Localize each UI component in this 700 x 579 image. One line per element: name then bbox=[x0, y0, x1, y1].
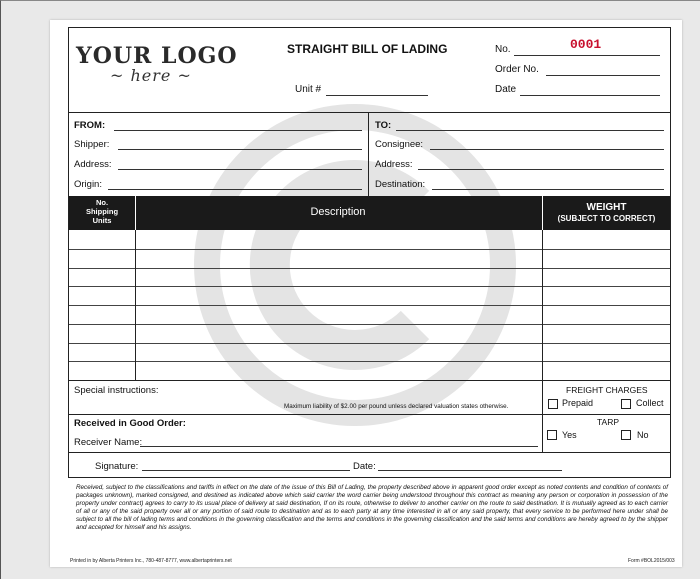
divider bbox=[135, 196, 136, 230]
consignee-label: Consignee: bbox=[375, 139, 424, 150]
table-row[interactable] bbox=[69, 249, 670, 250]
shipper-label: Shipper: bbox=[74, 139, 110, 150]
date-field[interactable] bbox=[520, 95, 660, 96]
to-address-label: Address: bbox=[375, 159, 413, 170]
freight-charges-heading: FREIGHT CHARGES bbox=[566, 385, 648, 395]
prepaid-label: Prepaid bbox=[562, 398, 594, 408]
date-label: Date bbox=[495, 84, 517, 95]
signature-date-label: Date: bbox=[353, 461, 376, 472]
table-row[interactable] bbox=[69, 324, 670, 325]
tarp-no-checkbox[interactable] bbox=[621, 430, 631, 440]
printer-credit: Printed in by Alberta Printers Inc., 780-487-8777, www.albertaprinters.net bbox=[70, 558, 232, 564]
divider bbox=[69, 380, 670, 381]
no-label: No. bbox=[495, 44, 511, 55]
logo-text: YOUR LOGO bbox=[76, 43, 238, 69]
divider bbox=[135, 230, 136, 380]
from-field[interactable] bbox=[114, 130, 362, 131]
table-row[interactable] bbox=[69, 286, 670, 287]
table-row[interactable] bbox=[69, 268, 670, 269]
divider bbox=[542, 196, 543, 230]
to-field[interactable] bbox=[396, 130, 664, 131]
from-heading: FROM: bbox=[74, 120, 106, 131]
no-field[interactable] bbox=[514, 55, 660, 56]
col-weight-note: (SUBJECT TO CORRECT) bbox=[557, 214, 656, 223]
divider bbox=[69, 452, 670, 453]
terms-text: Received, subject to the classifications and tariffs in effect on the date of the issue of this Bill of Lading, the property described above in apparent good order except as noted contents and condition of contents of packages unknown), marked consigned, and destined as indicated above which said carrier the word carrier being understood throughout this contract as meaning any person or corporation in possession of the property under contract) agrees to carry to its usual place of delivery at said destination, If on its route, otherwise to deliver to another carrier on the route to said destination. It is mutually agreed as to each carrier of all or any of the said property over all or any portion of said route to destination and as to each party at any time interested in all or any said property, that every service to be performed here under shall be subject to all the bill of lading terms and conditions in the governing classification and the terms and conditions in the governing classification and the said terms and conditions are hereby agreed to by the shipper and accepted for himself and his assigns. bbox=[76, 484, 668, 532]
col-units-line2: Shipping bbox=[85, 207, 119, 216]
tarp-yes-label: Yes bbox=[562, 430, 577, 440]
form-code: Form #BOL2015/003 bbox=[628, 558, 675, 564]
to-address-field[interactable] bbox=[418, 169, 664, 170]
col-description: Description bbox=[310, 206, 366, 218]
prepaid-checkbox[interactable] bbox=[548, 399, 558, 409]
liability-note: Maximum liability of $2.00 per pound unless declared valuation states otherwise. bbox=[284, 403, 509, 410]
col-weight: WEIGHT bbox=[586, 202, 627, 213]
special-instructions-label: Special instructions: bbox=[74, 385, 159, 396]
divider bbox=[69, 414, 670, 415]
shipper-field[interactable] bbox=[118, 149, 362, 150]
unit-field[interactable] bbox=[326, 95, 428, 96]
origin-label: Origin: bbox=[74, 179, 102, 190]
receiver-name-field[interactable] bbox=[140, 446, 538, 447]
received-heading: Received in Good Order: bbox=[74, 418, 186, 429]
tarp-no-label: No bbox=[637, 430, 649, 440]
order-no-field[interactable] bbox=[546, 75, 660, 76]
unit-label: Unit # bbox=[295, 84, 322, 95]
tarp-yes-checkbox[interactable] bbox=[547, 430, 557, 440]
receiver-name-label: Receiver Name: bbox=[74, 437, 143, 448]
page-title: STRAIGHT BILL OF LADING bbox=[287, 42, 448, 56]
signature-field[interactable] bbox=[142, 470, 350, 471]
logo-subtext: ~ here ~ bbox=[110, 66, 192, 85]
from-address-field[interactable] bbox=[118, 169, 362, 170]
destination-field[interactable] bbox=[432, 189, 664, 190]
divider bbox=[542, 230, 543, 380]
table-row[interactable] bbox=[69, 361, 670, 362]
signature-label: Signature: bbox=[95, 461, 139, 472]
order-no-label: Order No. bbox=[495, 64, 539, 75]
signature-date-field[interactable] bbox=[378, 470, 562, 471]
divider bbox=[542, 380, 543, 452]
origin-field[interactable] bbox=[108, 189, 362, 190]
form-number: 0001 bbox=[570, 37, 602, 52]
consignee-field[interactable] bbox=[430, 149, 664, 150]
table-row[interactable] bbox=[69, 305, 670, 306]
from-address-label: Address: bbox=[74, 159, 112, 170]
divider bbox=[69, 112, 670, 113]
table-header bbox=[69, 196, 670, 230]
col-units-line3: Units bbox=[92, 216, 112, 225]
collect-checkbox[interactable] bbox=[621, 399, 631, 409]
to-heading: TO: bbox=[375, 120, 392, 131]
col-units-line1: No. bbox=[95, 198, 109, 207]
table-row[interactable] bbox=[69, 343, 670, 344]
tarp-heading: TARP bbox=[597, 417, 620, 427]
collect-label: Collect bbox=[636, 398, 664, 408]
destination-label: Destination: bbox=[375, 179, 426, 190]
divider bbox=[368, 112, 369, 196]
